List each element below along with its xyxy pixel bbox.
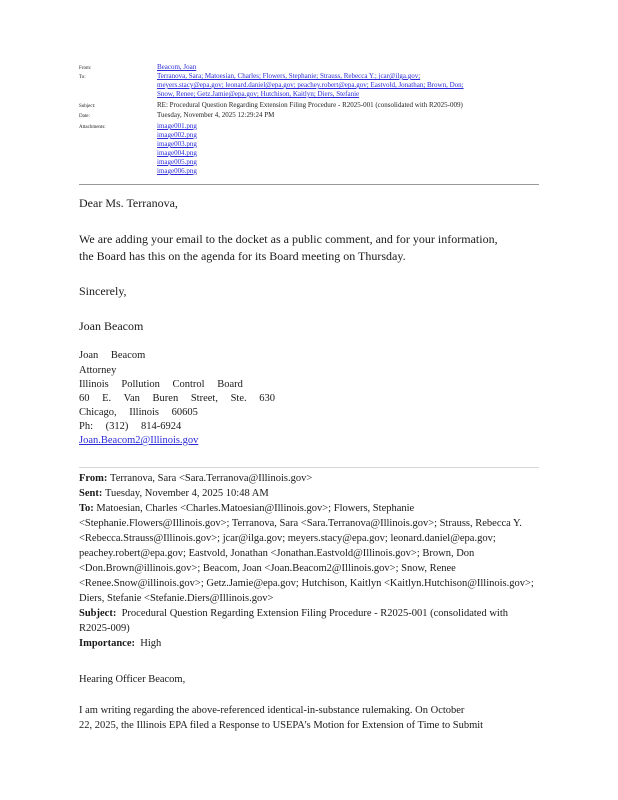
signature-street: 60 E. Van Buren Street, Ste. 630: [79, 393, 275, 404]
header-subject-label: Subject:: [79, 104, 96, 109]
forwarded-sent: Sent: Tuesday, November 4, 2025 10:48 AM: [79, 488, 269, 499]
forwarded-importance-value: High: [140, 638, 162, 649]
header-date-label: Date:: [79, 114, 90, 119]
message-closing: Sincerely,: [79, 284, 127, 298]
header-date-value: Tuesday, November 4, 2025 12:29:24 PM: [157, 111, 275, 119]
attachment-2[interactable]: image002.png: [157, 131, 197, 139]
signature-name: Joan Beacom: [79, 350, 146, 361]
header-to-line-1[interactable]: Terranova, Sara; Matoesian, Charles; Flowers, Stephanie; Strauss, Rebecca Y.; jcar@ilga.gov;: [157, 72, 421, 80]
forwarded-importance: Importance: High: [79, 638, 162, 649]
header-from-label: From:: [79, 66, 92, 71]
forwarded-to: To: Matoesian, Charles <Charles.Matoesian@Illinois.gov>; Flowers, Stephanie <Stephanie.Flowers@Illinois.gov>; Terranova, Sara <Sara.Terranova@Illinois.gov>; Strauss, Rebecca Y. <Rebecca.Strauss@Illinois.gov>; jcar@ilga.gov; meyers.stacy@epa.gov; leonard.daniel@epa.gov; peachey.robert@epa.gov; Eastvold, Jonathan <Jonathan.Eastvold@Illinois.gov>; Brown, Don <Don.Brown@illinois.gov>; Beacom, Joan <Joan.Beacom2@Illinois.gov>; Snow, Renee <Renee.Snow@illinois.gov>; Getz.Jamie@epa.gov; Hutchison, Kaitlyn <Kaitlyn.Hutchison@Illinois.gov>; Diers, Stefanie <Stefanie.Diers@Illinois.gov>: [79, 503, 534, 604]
signature-email-link[interactable]: Joan.Beacom2@Illinois.gov: [79, 435, 199, 446]
header-from-value[interactable]: Beacom, Joan: [157, 63, 197, 71]
forwarded-subject: Subject: Procedural Question Regarding Extension Filing Procedure - R2025-001 (consolidated with R2025-009): [79, 608, 508, 634]
header-subject-value: RE: Procedural Question Regarding Extension Filing Procedure - R2025-001 (consolidated with R2025-009): [157, 101, 463, 109]
attachment-5[interactable]: image005.png: [157, 158, 197, 166]
forwarded-from-value: Terranova, Sara <Sara.Terranova@Illinois.gov>: [110, 473, 313, 484]
forward-divider: [79, 467, 539, 468]
header-to-line-2[interactable]: meyers.stacy@epa.gov; leonard.daniel@epa.gov; peachey.robert@epa.gov; Eastvold, Jonathan; Brown, Don;: [157, 81, 464, 89]
header-divider: [79, 184, 539, 185]
forwarded-sent-value: Tuesday, November 4, 2025 10:48 AM: [104, 488, 269, 499]
signature-phone: Ph: (312) 814-6924: [79, 421, 182, 432]
header-to-line-3[interactable]: Snow, Renee; Getz.Jamie@epa.gov; Hutchison, Kaitlyn; Diers, Stefanie: [157, 90, 360, 98]
header-to-label: To:: [79, 75, 86, 80]
attachment-1[interactable]: image001.png: [157, 122, 197, 130]
message-signer: Joan Beacom: [79, 319, 144, 333]
forwarded-header: [79, 471, 539, 651]
forwarded-to-value: Matoesian, Charles <Charles.Matoesian@Illinois.gov>; Flowers, Stephanie <Stephanie.Flowers@Illinois.gov>; Terranova, Sara <Sara.Terranova@Illinois.gov>; Strauss, Rebecca Y. <Rebecca.Strauss@Illinois.gov>; jcar@ilga.gov; meyers.stacy@epa.gov; leonard.daniel@epa.gov; peachey.robert@epa.gov; Eastvold, Jonathan <Jonathan.Eastvold@Illinois.gov>; Brown, Don <Don.Brown@illinois.gov>; Beacom, Joan <Joan.Beacom2@Illinois.gov>; Snow, Renee <Renee.Snow@illinois.gov>; Getz.Jamie@epa.gov; Hutchison, Kaitlyn <Kaitlyn.Hutchison@Illinois.gov>; Diers, Stefanie <Stefanie.Diers@Illinois.gov>: [79, 503, 534, 604]
message-para-line-1: We are adding your email to the docket as a public comment, and for your information,: [79, 232, 498, 246]
attachment-6[interactable]: image006.png: [157, 167, 197, 175]
message-para-line-2: the Board has this on the agenda for its Board meeting on Thursday.: [79, 249, 406, 263]
forwarded-greeting: Hearing Officer Beacom,: [79, 674, 186, 685]
forwarded-body-line-1: I am writing regarding the above-referenced identical-in-substance rulemaking. On October: [79, 705, 465, 716]
attachment-3[interactable]: image003.png: [157, 140, 197, 148]
forwarded-subject-value: Procedural Question Regarding Extension Filing Procedure - R2025-001 (consolidated with R2025-009): [79, 608, 508, 634]
signature-city: Chicago, Illinois 60605: [79, 407, 198, 418]
header-attachments-label: Attachments:: [79, 125, 106, 130]
attachment-4[interactable]: image004.png: [157, 149, 197, 157]
forwarded-from: From: Terranova, Sara <Sara.Terranova@Illinois.gov>: [79, 473, 313, 484]
signature-org: Illinois Pollution Control Board: [79, 379, 243, 390]
message-greeting: Dear Ms. Terranova,: [79, 196, 178, 210]
forwarded-body-line-2: 22, 2025, the Illinois EPA filed a Response to USEPA’s Motion for Extension of Time to Submit: [79, 720, 484, 731]
signature-title: Attorney: [79, 365, 117, 376]
